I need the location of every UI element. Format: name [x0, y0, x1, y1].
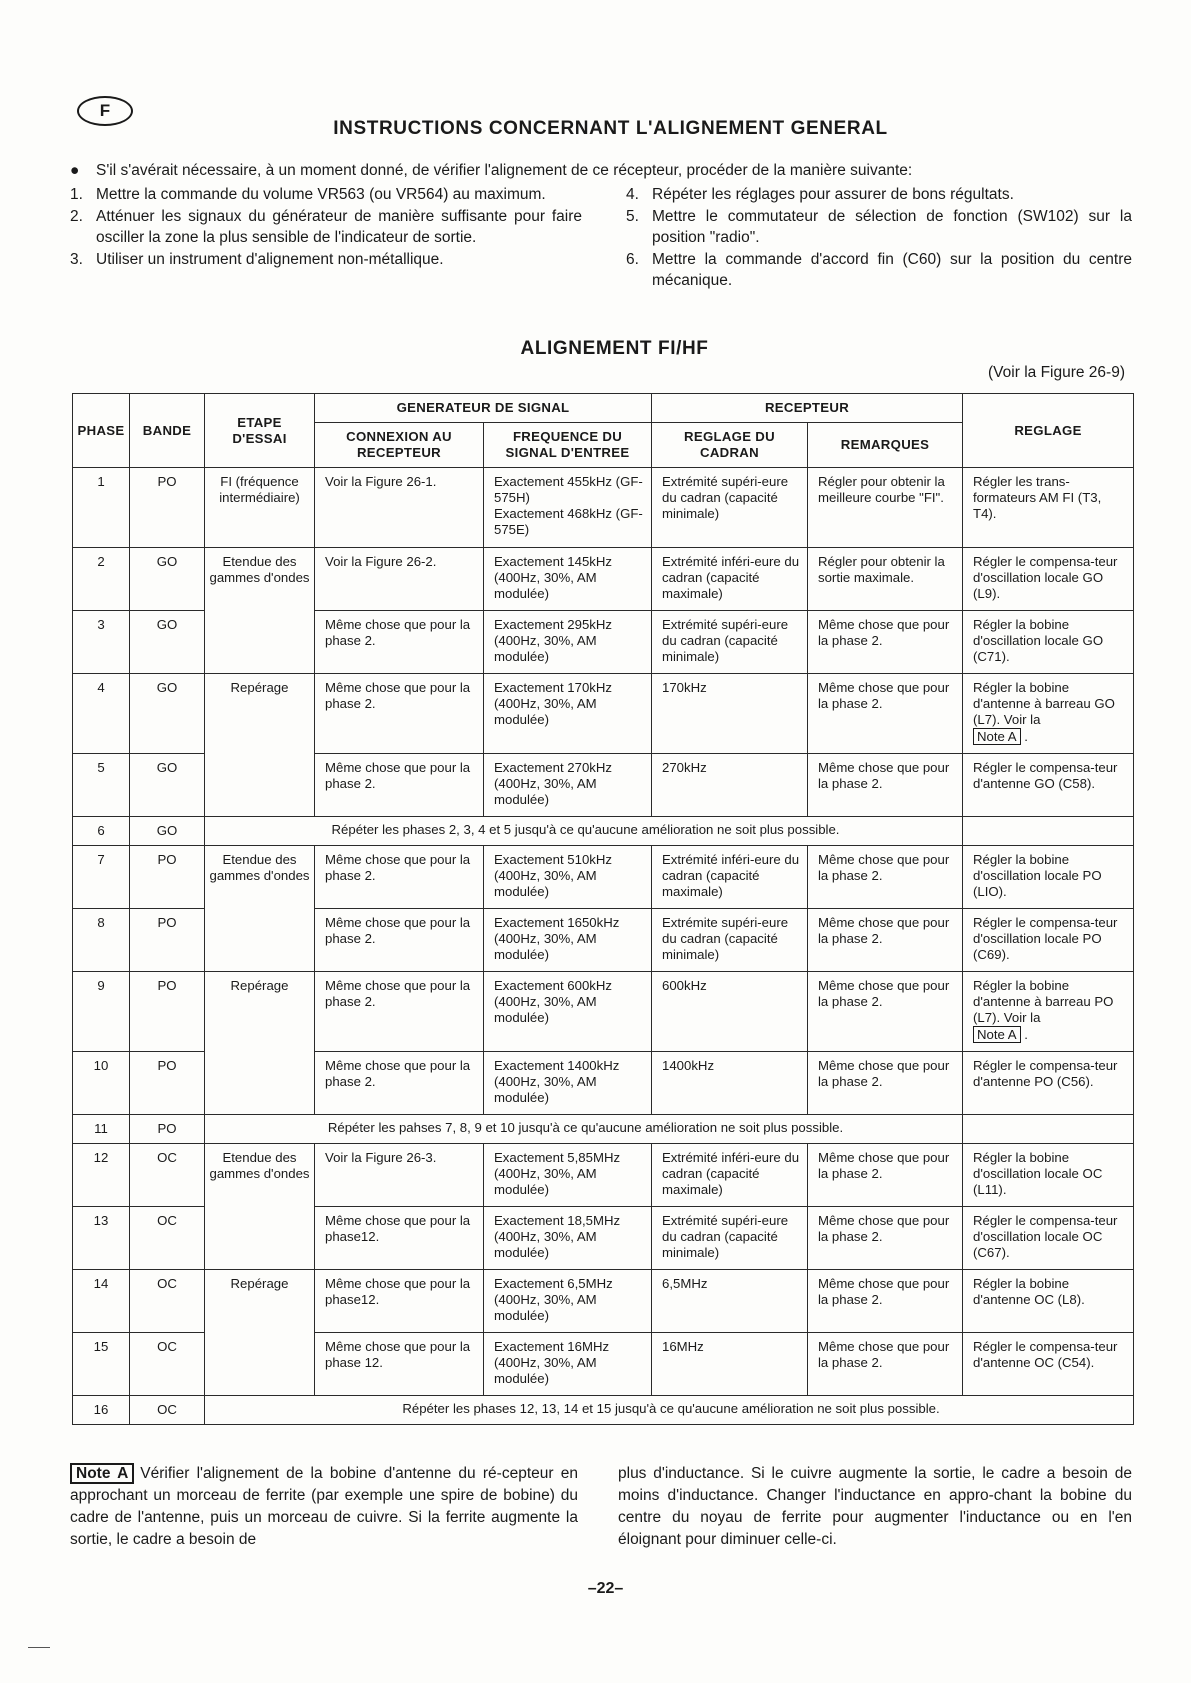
cell-repeat-instruction: Répéter les phases 2, 3, 4 et 5 jusqu'à ce qu'aucune amélioration ne soit plus possible.	[205, 817, 963, 846]
step-item	[70, 184, 582, 206]
cell-connexion: Voir la Figure 26-2.	[315, 548, 484, 611]
cell-repeat-instruction: Répéter les phases 12, 13, 14 et 15 jusqu'à ce qu'aucune amélioration ne soit plus possible.	[205, 1396, 1134, 1425]
cell-remarques: Même chose que pour la phase 2.	[808, 1207, 963, 1270]
table-row	[73, 1333, 1134, 1396]
cell-phase: 7	[73, 846, 130, 909]
cell-remarques: Même chose que pour la phase 2.	[808, 1270, 963, 1333]
cell-etape: Repérage	[205, 674, 315, 754]
cell-connexion: Même chose que pour la phase 2.	[315, 611, 484, 674]
cell-frequence: Exactement 295kHz (400Hz, 30%, AM modulée)	[484, 611, 652, 674]
cell-cadran: 16MHz	[652, 1333, 808, 1396]
cell-cadran: Extrémité inféri-eure du cadran (capacité maximale)	[652, 1144, 808, 1207]
cell-connexion: Même chose que pour la phase 12.	[315, 1333, 484, 1396]
section-title: ALIGNEMENT FI/HF	[520, 338, 709, 359]
note-a-tag: Note A	[70, 1463, 134, 1484]
cell-phase: 12	[73, 1144, 130, 1207]
cell-remarques: Même chose que pour la phase 2.	[808, 909, 963, 972]
cell-etape	[205, 1333, 315, 1396]
table-row	[73, 972, 1134, 1052]
document-title: INSTRUCTIONS CONCERNANT L'ALIGNEMENT GENERAL	[333, 118, 888, 139]
header-remarques: REMARQUES	[808, 423, 963, 468]
cell-connexion: Même chose que pour la phase12.	[315, 1270, 484, 1333]
header-etape: ETAPE D'ESSAI	[205, 394, 315, 468]
cell-phase: 11	[73, 1115, 130, 1144]
cell-connexion: Même chose que pour la phase 2.	[315, 972, 484, 1052]
frequence-line: Exactement 455kHz (GF-575H)	[494, 474, 643, 505]
table-row	[73, 674, 1134, 754]
cell-bande: PO	[130, 909, 205, 972]
cell-connexion: Même chose que pour la phase12.	[315, 1207, 484, 1270]
cell-cadran: 270kHz	[652, 754, 808, 817]
step-item	[626, 184, 1132, 206]
table-row	[73, 1396, 1134, 1425]
cell-etape: Repérage	[205, 972, 315, 1052]
note-a-right	[618, 1463, 1132, 1551]
cell-bande: OC	[130, 1270, 205, 1333]
header-frequence: FREQUENCE DU SIGNAL D'ENTREE	[484, 423, 652, 468]
cell-cadran: Extrémite supéri-eure du cadran (capacité minimale)	[652, 909, 808, 972]
cell-frequence: Exactement 1400kHz (400Hz, 30%, AM modulée)	[484, 1052, 652, 1115]
cell-bande: PO	[130, 972, 205, 1052]
cell-bande: OC	[130, 1144, 205, 1207]
table-row	[73, 1207, 1134, 1270]
cell-etape	[205, 1207, 315, 1270]
header-bande: BANDE	[130, 394, 205, 468]
cell-bande: PO	[130, 846, 205, 909]
table-row	[73, 1270, 1134, 1333]
cell-remarques: Même chose que pour la phase 2.	[808, 611, 963, 674]
header-reglage-cadran: REGLAGE DU CADRAN	[652, 423, 808, 468]
table-row	[73, 1144, 1134, 1207]
step-text: Mettre le commutateur de sélection de fonction (SW102) sur la position "radio".	[652, 207, 1132, 246]
cell-reglage	[963, 817, 1134, 846]
cell-phase: 3	[73, 611, 130, 674]
steps-left-column	[70, 184, 582, 270]
cell-etape	[205, 611, 315, 674]
step-item	[626, 206, 1132, 249]
step-item	[70, 206, 582, 249]
table-row	[73, 548, 1134, 611]
cell-remarques: Même chose que pour la phase 2.	[808, 972, 963, 1052]
steps-right-column	[626, 184, 1132, 292]
step-number: 6.	[626, 250, 639, 268]
cell-etape	[205, 754, 315, 817]
alignment-table	[72, 393, 1134, 1425]
step-text: Utiliser un instrument d'alignement non-métallique.	[96, 250, 444, 268]
cell-cadran: 170kHz	[652, 674, 808, 754]
cell-etape: Etendue des gammes d'ondes	[205, 846, 315, 909]
cell-etape: FI (fréquence intermédiaire)	[205, 468, 315, 548]
cell-reglage: Régler la bobine d'oscillation locale PO (LIO).	[963, 846, 1134, 909]
cell-etape	[205, 1052, 315, 1115]
cell-etape	[205, 909, 315, 972]
cell-cadran: 6,5MHz	[652, 1270, 808, 1333]
step-text: Mettre la commande du volume VR563 (ou VR564) au maximum.	[96, 186, 546, 203]
cell-phase: 13	[73, 1207, 130, 1270]
cell-bande: GO	[130, 817, 205, 846]
cell-phase: 1	[73, 468, 130, 548]
step-item	[626, 249, 1132, 292]
cell-connexion: Même chose que pour la phase 2.	[315, 1052, 484, 1115]
cell-reglage: Régler le compensa-teur d'oscillation locale OC (C67).	[963, 1207, 1134, 1270]
step-number: 5.	[626, 207, 639, 225]
step-number: 2.	[70, 207, 83, 225]
cell-remarques: Même chose que pour la phase 2.	[808, 674, 963, 754]
reglage-text: Régler la bobine d'antenne à barreau PO (L7). Voir la	[973, 978, 1114, 1025]
cell-phase: 5	[73, 754, 130, 817]
cell-cadran: 1400kHz	[652, 1052, 808, 1115]
frequence-line: Exactement 468kHz (GF-575E)	[494, 506, 643, 537]
cell-reglage: Régler le compensa-teur d'antenne GO (C58).	[963, 754, 1134, 817]
cell-cadran: 600kHz	[652, 972, 808, 1052]
table-row	[73, 754, 1134, 817]
note-a-left	[70, 1463, 578, 1551]
cell-bande: GO	[130, 754, 205, 817]
step-number: 1.	[70, 186, 83, 203]
cell-remarques: Même chose que pour la phase 2.	[808, 846, 963, 909]
cell-frequence: Exactement 170kHz (400Hz, 30%, AM modulée)	[484, 674, 652, 754]
note-a-text-left: Vérifier l'alignement de la bobine d'antenne du ré-cepteur en approchant un morceau de ferrite (par exemple une spire de bobine) du cadre de l'antenne, puis un morceau de cuivre. Si la ferrite augmente la sortie, le cadre a besoin de	[70, 1465, 578, 1548]
cell-reglage	[963, 1115, 1134, 1144]
cell-phase: 6	[73, 817, 130, 846]
cell-phase: 9	[73, 972, 130, 1052]
cell-bande: PO	[130, 468, 205, 548]
header-connexion: CONNEXION AU RECEPTEUR	[315, 423, 484, 468]
cell-repeat-instruction: Répéter les pahses 7, 8, 9 et 10 jusqu'à ce qu'aucune amélioration ne soit plus possible.	[205, 1115, 963, 1144]
cell-connexion: Même chose que pour la phase 2.	[315, 674, 484, 754]
cell-reglage: Régler la bobine d'oscillation locale GO (C71).	[963, 611, 1134, 674]
table-row	[73, 1115, 1134, 1144]
step-number: 4.	[626, 186, 639, 203]
cell-etape: Etendue des gammes d'ondes	[205, 548, 315, 611]
cell-bande: GO	[130, 611, 205, 674]
step-text: Répéter les réglages pour assurer de bons régultats.	[652, 186, 1014, 203]
cell-frequence: Exactement 145kHz (400Hz, 30%, AM modulée)	[484, 548, 652, 611]
table-row	[73, 611, 1134, 674]
cell-frequence	[484, 468, 652, 548]
cell-remarques: Régler pour obtenir la meilleure courbe "FI".	[808, 468, 963, 548]
cell-cadran: Extrémité supéri-eure du cadran (capacité minimale)	[652, 611, 808, 674]
cell-frequence: Exactement 6,5MHz (400Hz, 30%, AM modulée)	[484, 1270, 652, 1333]
cell-reglage: Régler le compensa-teur d'oscillation locale GO (L9).	[963, 548, 1134, 611]
cell-connexion: Voir la Figure 26-1.	[315, 468, 484, 548]
note-a-text-right: plus d'inductance. Si le cuivre augmente la sortie, le cadre a besoin de moins d'inductance. Changer l'inductance en appro-chant la bobine du centre du noyau de ferrite pour augmenter l'inductance ou en l'en éloignant pour diminuer celle-ci.	[618, 1465, 1132, 1548]
note-suffix: .	[1024, 729, 1028, 744]
cell-cadran: Extrémité inféri-eure du cadran (capacité maximale)	[652, 846, 808, 909]
cell-connexion: Même chose que pour la phase 2.	[315, 846, 484, 909]
cell-phase: 4	[73, 674, 130, 754]
cell-bande: OC	[130, 1207, 205, 1270]
cell-frequence: Exactement 16MHz (400Hz, 30%, AM modulée)	[484, 1333, 652, 1396]
cell-frequence: Exactement 5,85MHz (400Hz, 30%, AM modulée)	[484, 1144, 652, 1207]
cell-phase: 15	[73, 1333, 130, 1396]
header-recepteur: RECEPTEUR	[652, 394, 963, 423]
header-reglage: REGLAGE	[963, 394, 1134, 468]
cell-frequence: Exactement 18,5MHz (400Hz, 30%, AM modulée)	[484, 1207, 652, 1270]
cell-frequence: Exactement 600kHz (400Hz, 30%, AM modulée)	[484, 972, 652, 1052]
table-row	[73, 817, 1134, 846]
cell-bande: GO	[130, 548, 205, 611]
step-number: 3.	[70, 250, 83, 268]
header-phase: PHASE	[73, 394, 130, 468]
step-text: Atténuer les signaux du générateur de manière suffisante pour faire osciller la zone la plus sensible de l'indicateur de sortie.	[96, 207, 582, 246]
cell-reglage: Régler le compensa-teur d'oscillation locale PO (C69).	[963, 909, 1134, 972]
note-suffix: .	[1024, 1027, 1028, 1042]
cell-cadran: Extrémité inféri-eure du cadran (capacité maximale)	[652, 548, 808, 611]
cell-reglage: Régler le compensa-teur d'antenne OC (C54).	[963, 1333, 1134, 1396]
bullet-icon: ●	[70, 162, 80, 179]
cell-remarques: Même chose que pour la phase 2.	[808, 754, 963, 817]
cell-bande: PO	[130, 1115, 205, 1144]
cell-phase: 14	[73, 1270, 130, 1333]
note-a-reference: Note A	[973, 728, 1021, 745]
cell-cadran: Extrémité supéri-eure du cadran (capacité minimale)	[652, 1207, 808, 1270]
cell-frequence: Exactement 510kHz (400Hz, 30%, AM modulée)	[484, 846, 652, 909]
cell-frequence: Exactement 1650kHz (400Hz, 30%, AM modulée)	[484, 909, 652, 972]
cell-etape: Etendue des gammes d'ondes	[205, 1144, 315, 1207]
cell-connexion: Même chose que pour la phase 2.	[315, 909, 484, 972]
cell-frequence: Exactement 270kHz (400Hz, 30%, AM modulée)	[484, 754, 652, 817]
table-row	[73, 468, 1134, 548]
cell-remarques: Même chose que pour la phase 2.	[808, 1144, 963, 1207]
cell-reglage: Régler la bobine d'antenne OC (L8).	[963, 1270, 1134, 1333]
table-row	[73, 909, 1134, 972]
cell-remarques: Même chose que pour la phase 2.	[808, 1333, 963, 1396]
table-row	[73, 846, 1134, 909]
cell-bande: OC	[130, 1396, 205, 1425]
language-badge: F	[77, 96, 133, 126]
cell-reglage: Régler la bobine d'oscillation locale OC (L11).	[963, 1144, 1134, 1207]
cell-reglage: Régler les trans-formateurs AM FI (T3, T4).	[963, 468, 1134, 548]
page-number: –22–	[587, 1580, 624, 1597]
cell-reglage: Régler le compensa-teur d'antenne PO (C56).	[963, 1052, 1134, 1115]
cell-phase: 16	[73, 1396, 130, 1425]
cell-bande: GO	[130, 674, 205, 754]
cell-remarques: Régler pour obtenir la sortie maximale.	[808, 548, 963, 611]
table-row	[73, 1052, 1134, 1115]
intro-text: S'il s'avérait nécessaire, à un moment donné, de vérifier l'alignement de ce récepteur, procéder de la manière suivante:	[96, 162, 913, 179]
cell-connexion: Voir la Figure 26-3.	[315, 1144, 484, 1207]
scan-mark	[28, 1647, 50, 1648]
step-text: Mettre la commande d'accord fin (C60) sur la position du centre mécanique.	[652, 250, 1132, 289]
cell-bande: PO	[130, 1052, 205, 1115]
cell-phase: 2	[73, 548, 130, 611]
note-a-reference: Note A	[973, 1026, 1021, 1043]
cell-reglage	[963, 972, 1134, 1052]
header-generateur: GENERATEUR DE SIGNAL	[315, 394, 652, 423]
intro-line	[70, 162, 912, 180]
cell-connexion: Même chose que pour la phase 2.	[315, 754, 484, 817]
cell-bande: OC	[130, 1333, 205, 1396]
cell-remarques: Même chose que pour la phase 2.	[808, 1052, 963, 1115]
cell-cadran: Extrémité supéri-eure du cadran (capacité minimale)	[652, 468, 808, 548]
cell-reglage	[963, 674, 1134, 754]
cell-etape: Repérage	[205, 1270, 315, 1333]
step-item	[70, 249, 582, 271]
reglage-text: Régler la bobine d'antenne à barreau GO (L7). Voir la	[973, 680, 1115, 727]
cell-phase: 8	[73, 909, 130, 972]
cell-phase: 10	[73, 1052, 130, 1115]
figure-reference: (Voir la Figure 26-9)	[988, 364, 1125, 381]
